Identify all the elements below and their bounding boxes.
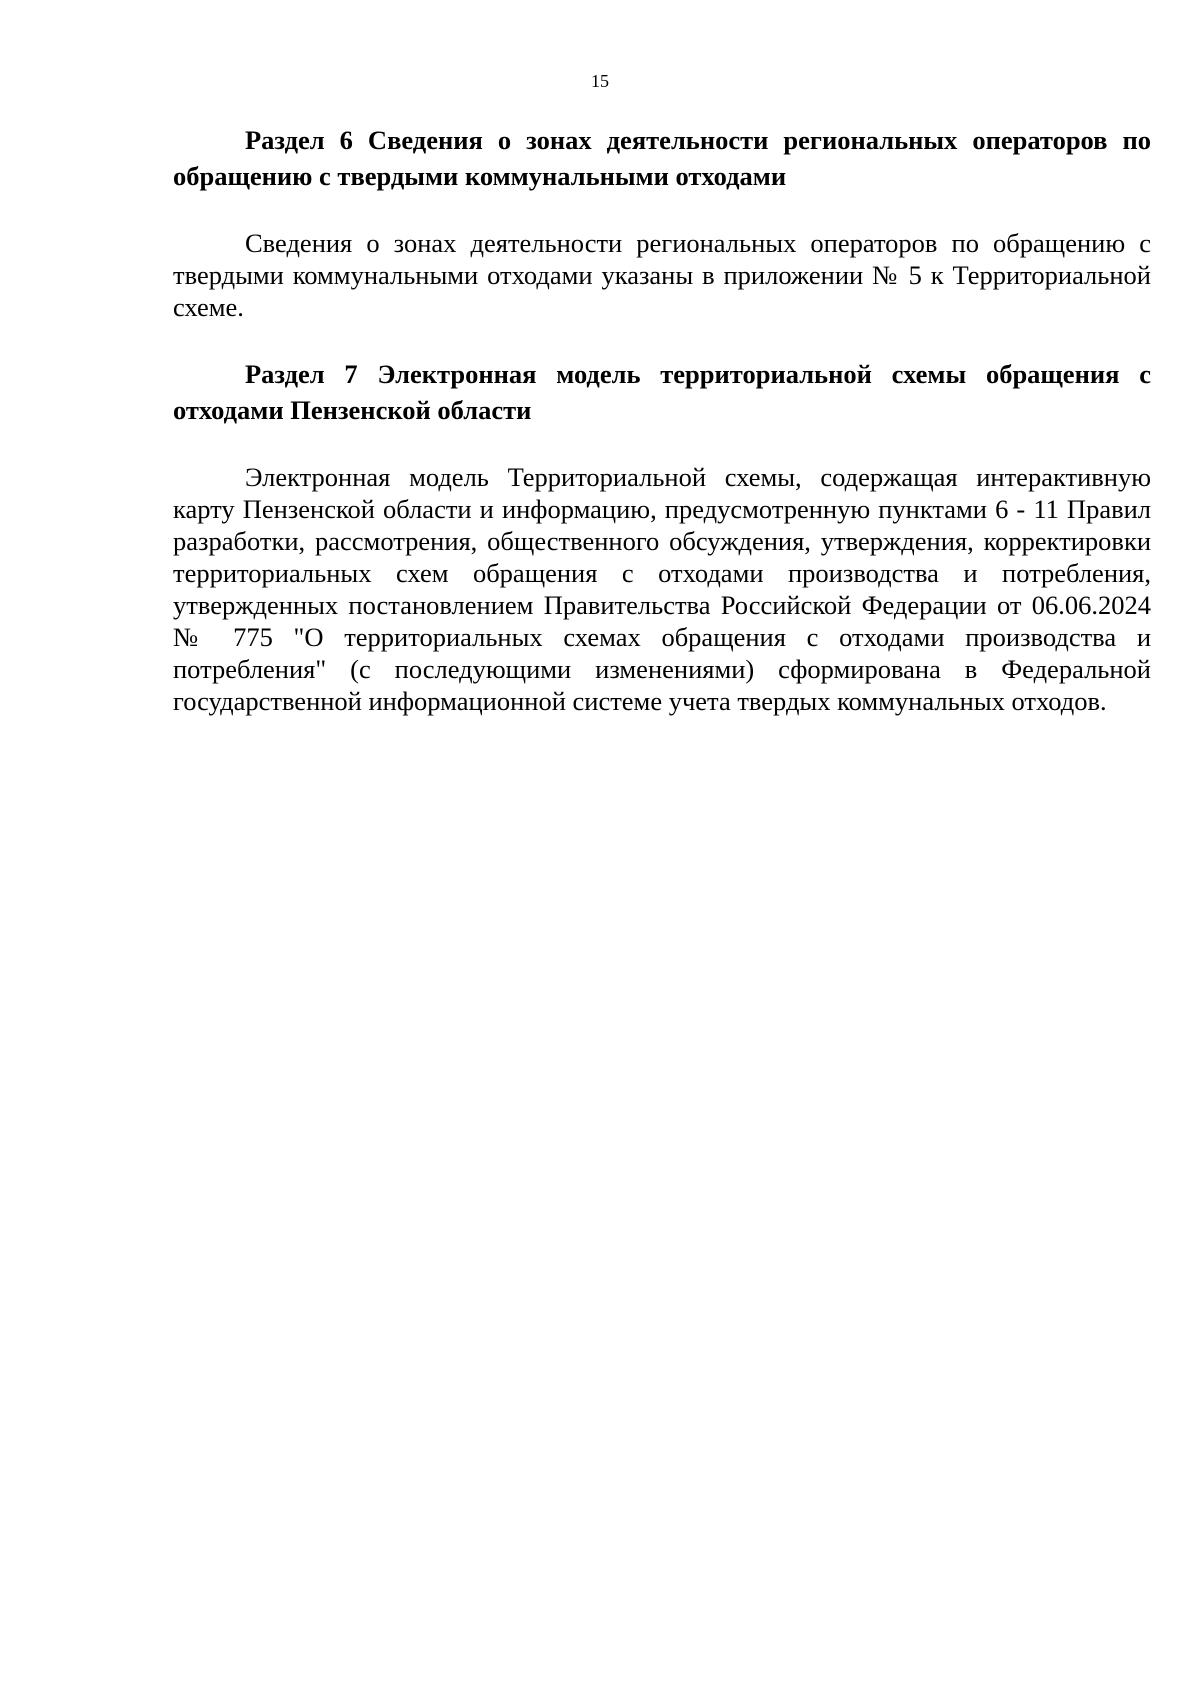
section-6-paragraph: Сведения о зонах деятельности региональных операторов по обращению с твердыми коммунальными отходами указаны в приложении № 5 к Территориальной схеме. [173, 228, 1151, 322]
document-body [173, 122, 1151, 717]
section-7 [173, 356, 1151, 717]
page-number: 15 [591, 71, 609, 91]
section-6 [173, 122, 1151, 323]
section-7-heading: Раздел 7 Электронная модель территориальной схемы обращения с отходами Пензенской области [173, 359, 1151, 425]
section-7-paragraph: Электронная модель Территориальной схемы, содержащая интерактивную карту Пензенской области и информацию, предусмотренную пунктами 6 - 11 Правил разработки, рассмотрения, общественного обсуждения, утверждения, корректировки территориальных схем обращения с отходами производства и потребления, утвержденных постановлением Правительства Российской Федерации от 06.06.2024 № 775 "О территориальных схемах обращения с отходами производства и потребления" (с последующими изменениями) сформирована в Федеральной государственной информационной системе учета твердых коммунальных отходов. [173, 462, 1151, 716]
section-6-heading: Раздел 6 Сведения о зонах деятельности региональных операторов по обращению с твердыми коммунальными отходами [173, 125, 1151, 191]
